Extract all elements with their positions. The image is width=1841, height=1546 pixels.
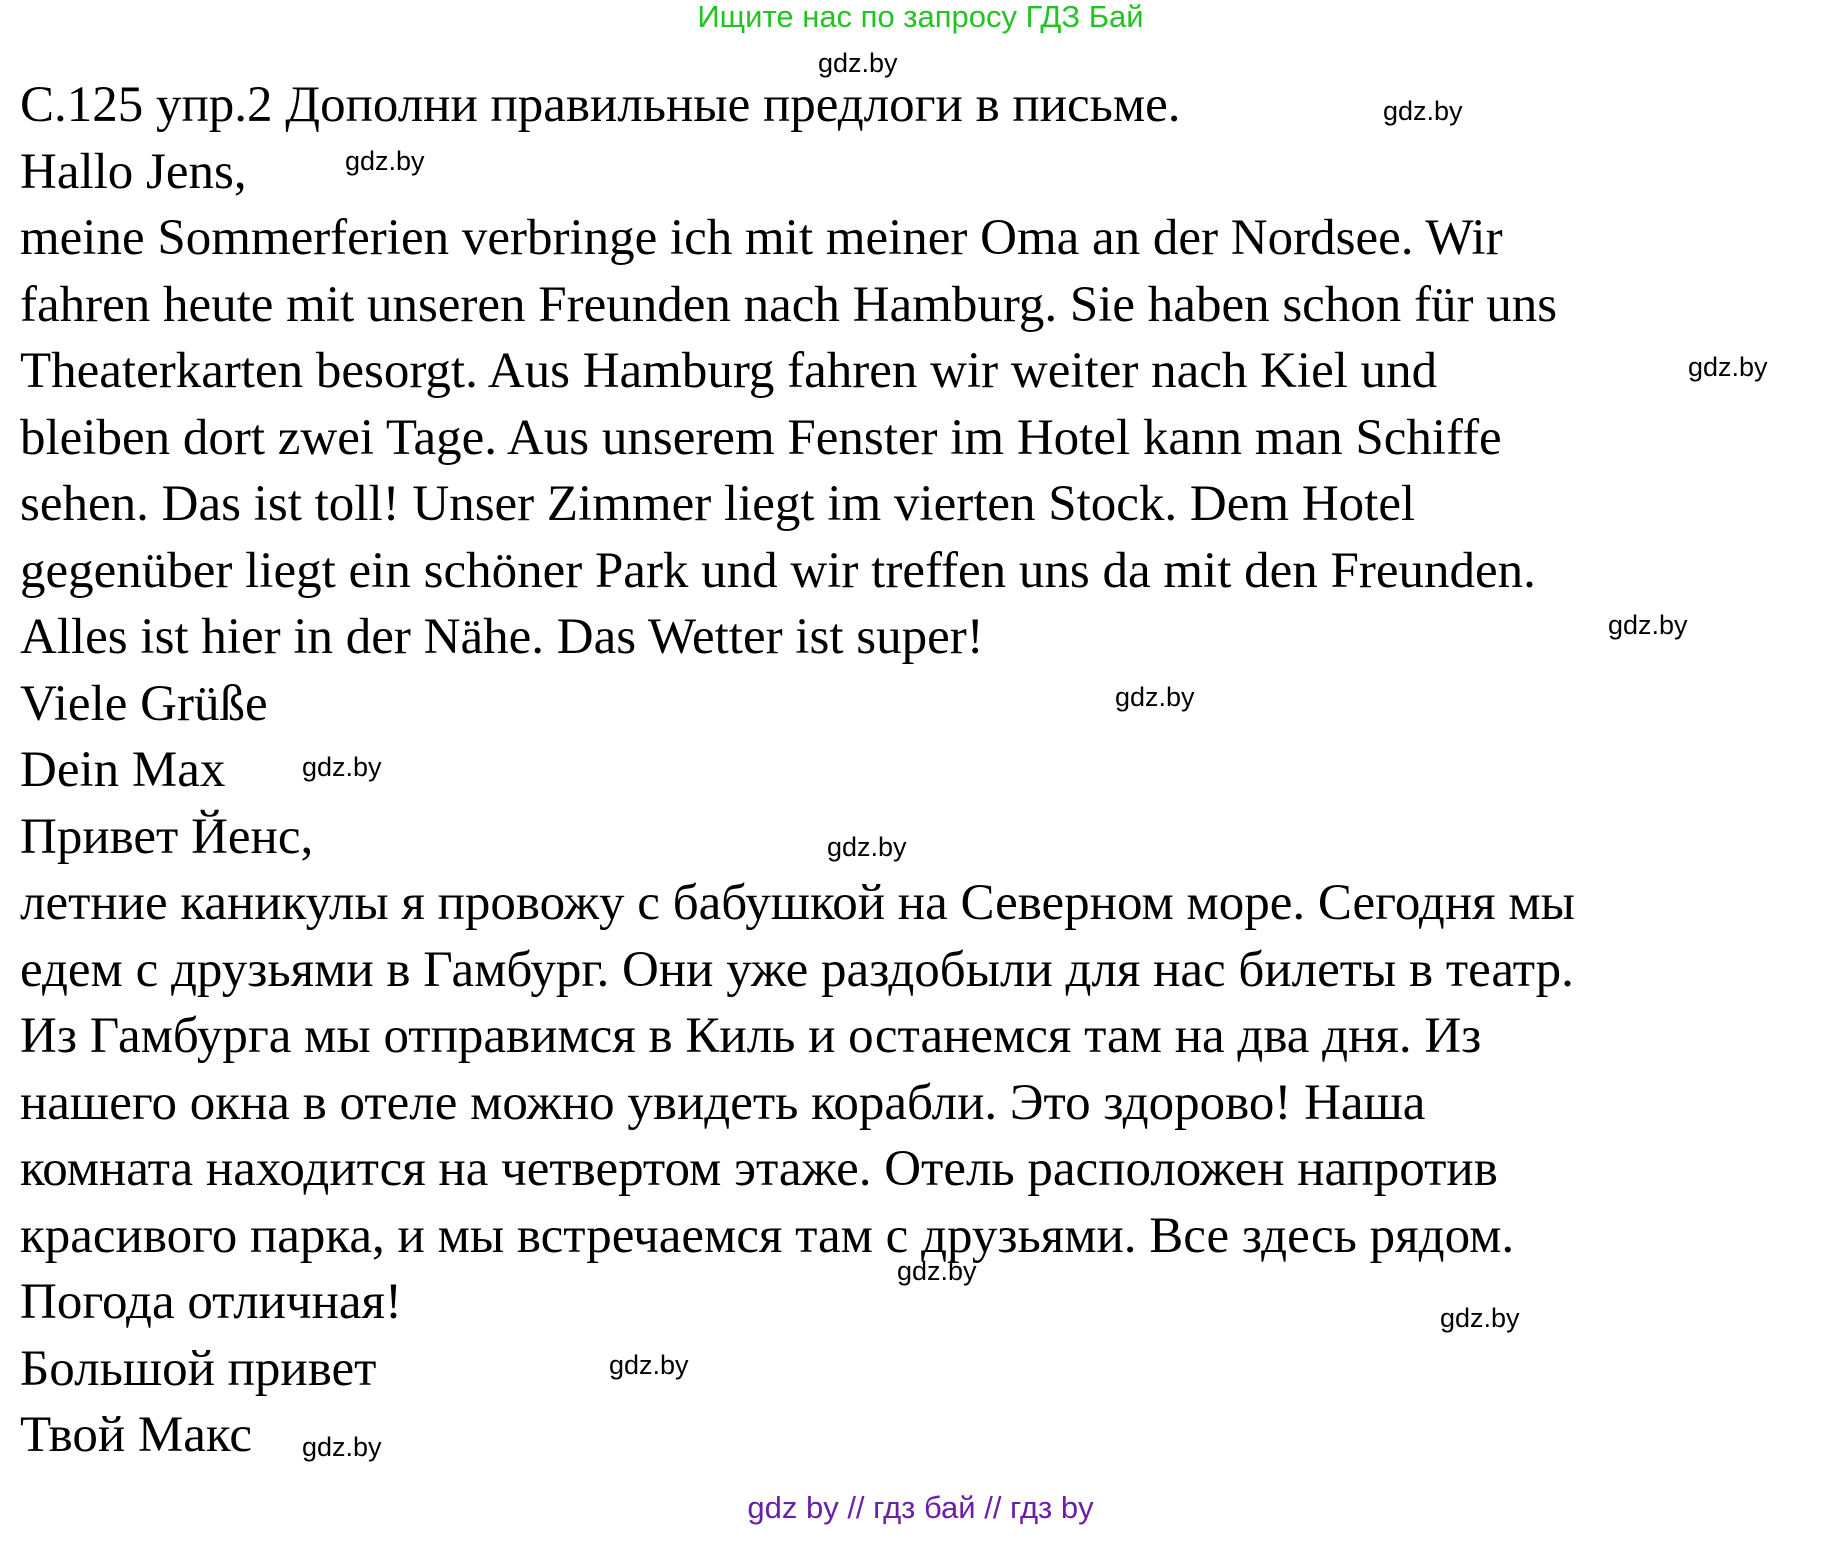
watermark: gdz.by: [1688, 352, 1768, 382]
letter-line: fahren heute mit unseren Freunden nach Hamburg. Sie haben schon für uns: [20, 276, 1558, 333]
watermark: gdz.by: [345, 146, 425, 176]
watermark: gdz.by: [302, 752, 382, 782]
watermark: gdz.by: [1383, 96, 1463, 126]
watermark: gdz.by: [818, 48, 898, 78]
exercise-title: С.125 упр.2 Дополни правильные предлоги в письме.: [20, 77, 1181, 133]
watermark: gdz.by: [827, 832, 907, 862]
watermark: gdz.by: [609, 1350, 689, 1380]
letter-line: sehen. Das ist toll! Unser Zimmer liegt im vierten Stock. Dem Hotel: [20, 476, 1416, 532]
letter-line: Dein Max: [20, 742, 226, 798]
letter-line: Alles ist hier in der Nähe. Das Wetter ist super!: [20, 609, 984, 665]
letter-line: Viele Grüße: [20, 675, 268, 732]
top-banner: Ищите нас по запросу ГДЗ Бай: [697, 0, 1144, 34]
translation-line: комната находится на четвертом этаже. Отель расположен напротив: [20, 1141, 1498, 1197]
letter-line: Theaterkarten besorgt. Aus Hamburg fahren wir weiter nach Kiel und: [20, 343, 1438, 399]
translation-line: Погода отличная!: [20, 1274, 402, 1330]
translation-line: Твой Макс: [20, 1407, 253, 1463]
watermark: gdz.by: [1115, 682, 1195, 712]
translation-line: Привет Йенс,: [20, 808, 314, 865]
letter-line: Hallo Jens,: [20, 143, 247, 200]
watermark: gdz.by: [897, 1256, 977, 1286]
bottom-banner: gdz by // гдз бай // гдз by: [747, 1490, 1094, 1525]
translation-line: Большой привет: [20, 1340, 377, 1397]
document-body: [20, 72, 1575, 1469]
watermark: gdz.by: [1608, 610, 1688, 640]
translation-line: красивого парка, и мы встречаемся там с друзьями. Все здесь рядом.: [20, 1207, 1515, 1264]
translation-line: едем с друзьями в Гамбург. Они уже раздобыли для нас билеты в театр.: [20, 941, 1574, 998]
letter-line: meine Sommerferien verbringe ich mit meiner Oma an der Nordsee. Wir: [20, 210, 1503, 266]
letter-line: bleiben dort zwei Tage. Aus unserem Fenster im Hotel kann man Schiffe: [20, 409, 1502, 466]
watermark: gdz.by: [302, 1432, 382, 1462]
watermark: gdz.by: [1440, 1303, 1520, 1333]
translation-line: Из Гамбурга мы отправимся в Киль и останемся там на два дня. Из: [20, 1008, 1482, 1064]
letter-line: gegenüber liegt ein schöner Park und wir treffen uns da mit den Freunden.: [20, 542, 1536, 599]
translation-line: нашего окна в отеле можно увидеть корабли. Это здорово! Наша: [20, 1074, 1426, 1131]
translation-line: летние каникулы я провожу с бабушкой на Северном море. Сегодня мы: [20, 875, 1575, 931]
